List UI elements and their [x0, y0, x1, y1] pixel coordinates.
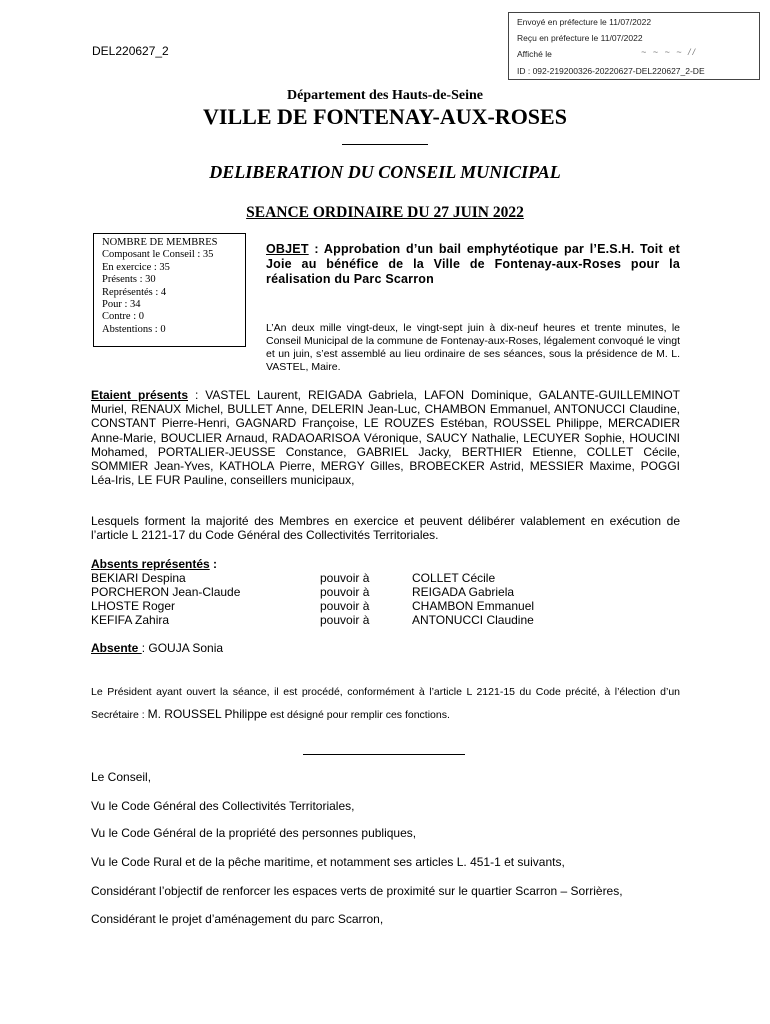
stamp-id: ID : 092-219200326-20220627-DEL220627_2-DE — [517, 66, 705, 76]
body-line: Vu le Code Général de la propriété des personnes publiques, — [91, 826, 417, 840]
object-label: OBJET — [266, 242, 309, 256]
members-line: En exercice : 35 — [102, 261, 170, 273]
deliberation-reference: DEL220627_2 — [92, 44, 169, 58]
stamp-signature-mark: ~ ~ ~ ~ // — [641, 47, 698, 57]
present-label: Etaient présents — [91, 388, 189, 402]
absent-name: BEKIARI Despina — [91, 571, 186, 585]
department-heading: Département des Hauts-de-Seine — [287, 88, 483, 103]
city-heading: VILLE DE FONTENAY-AUX-ROSES — [203, 104, 567, 129]
body-line: Vu le Code Général des Collectivités Territoriales, — [91, 799, 355, 813]
absent-mandate: pouvoir à — [320, 599, 370, 613]
members-line: Contre : 0 — [102, 311, 144, 323]
prefecture-stamp — [508, 12, 760, 80]
absent-mandate: pouvoir à — [320, 585, 370, 599]
body-line: Considérant l’objectif de renforcer les espaces verts de proximité sur le quartier Scarron – Sorrières, — [91, 884, 623, 898]
members-count-box — [93, 233, 246, 347]
session-heading: SEANCE ORDINAIRE DU 27 JUIN 2022 — [246, 204, 524, 221]
stamp-sent: Envoyé en préfecture le 11/07/2022 — [517, 17, 652, 27]
members-heading: NOMBRE DE MEMBRES — [102, 237, 218, 248]
absent-proxy: CHAMBON Emmanuel — [412, 599, 535, 613]
absent-mandate: pouvoir à — [320, 571, 370, 585]
secretary-election — [91, 681, 680, 726]
body-line: Vu le Code Rural et de la pêche maritime, et notamment ses articles L. 451-1 et suivants, — [91, 855, 565, 869]
stamp-received: Reçu en préfecture le 11/07/2022 — [517, 33, 643, 43]
members-line: Pour : 34 — [102, 299, 141, 311]
represented-heading — [91, 557, 680, 571]
document-title: DELIBERATION DU CONSEIL MUNICIPAL — [209, 162, 561, 182]
divider — [303, 754, 465, 755]
members-line: Composant le Conseil : 35 — [102, 249, 214, 261]
secretary-name: M. ROUSSEL Philippe — [147, 707, 268, 721]
absent-member — [91, 641, 680, 655]
members-line: Représentés : 4 — [102, 286, 167, 298]
session-intro: L’An deux mille vingt-deux, le vingt-sept juin à dix-neuf heures et trente minutes, le Conseil Municipal de la commune de Fontenay-aux-Roses, légalement convoqué le vingt et un juin, s’est assemblé au lieu ordinaire de ses séances, sous la présidence de M. L. VASTEL, Maire. — [266, 322, 680, 373]
body-line: Considérant le projet d’aménagement du parc Scarron, — [91, 912, 384, 926]
members-line: Présents : 30 — [102, 274, 156, 286]
represented-suffix: : — [209, 557, 218, 571]
absent-proxy: ANTONUCCI Claudine — [412, 613, 534, 627]
president-text: Le Président ayant ouvert la séance, il est procédé, conformément à l’article L 2121-15 du Code précité, à l’élection d’un Secrétaire : — [91, 686, 680, 721]
absent-label: Absente — [91, 641, 142, 655]
object-text: : Approbation d’un bail emphytéotique par l’E.S.H. Toit et Joie au bénéfice de la Ville de Fontenay-aux-Roses pour la réalisation du Parc Scarron — [266, 242, 680, 286]
majority-statement: Lesquels forment la majorité des Membres en exercice et peuvent délibérer valablement en exécution de l’article L 2121-17 du Code Général des Collectivités Territoriales. — [91, 514, 680, 543]
absent-proxy: COLLET Cécile — [412, 571, 496, 585]
absent-text: : GOUJA Sonia — [141, 641, 224, 655]
president-text-end: est désigné pour remplir ces fonctions. — [267, 709, 450, 721]
absent-proxy: REIGADA Gabriela — [412, 585, 515, 599]
absent-name: KEFIFA Zahira — [91, 613, 170, 627]
present-members — [91, 388, 680, 487]
absent-name: LHOSTE Roger — [91, 599, 176, 613]
divider — [342, 144, 428, 145]
stamp-posted: Affiché le — [517, 49, 552, 59]
present-list: : VASTEL Laurent, REIGADA Gabriela, LAFON Dominique, GALANTE-GUILLEMINOT Muriel, RENAUX Michel, BULLET Anne, DELERIN Jean-Luc, CHAMBON Emmanuel, ANTONUCCI Claudine, CONSTANT Pierre-Henri, GAGNARD Françoise, LE ROUZES Estéban, ROUSSEL Philippe, MERCADIER Anne-Marie, BOUCLIER Arnaud, RADAOARISOA Véronique, SAUCY Nathalie, LECUYER Sophie, HOUCINI Mohamed, PORTALIER-JEUSSE Constance, GABRIEL Jacky, BERTHIER Etienne, COLLET Cécile, SOMMIER Jean-Yves, KATHOLA Pierre, MERGY Gilles, BROBECKER Astrid, MESSIER Maxime, POGGI Léa-Iris, LE FUR Pauline, conseillers municipaux, — [91, 388, 680, 488]
members-line: Abstentions : 0 — [102, 323, 166, 335]
represented-label: Absents représentés — [91, 557, 210, 571]
absent-mandate: pouvoir à — [320, 613, 370, 627]
object-statement — [266, 242, 680, 287]
body-line: Le Conseil, — [91, 770, 152, 784]
absent-name: PORCHERON Jean-Claude — [91, 585, 241, 599]
